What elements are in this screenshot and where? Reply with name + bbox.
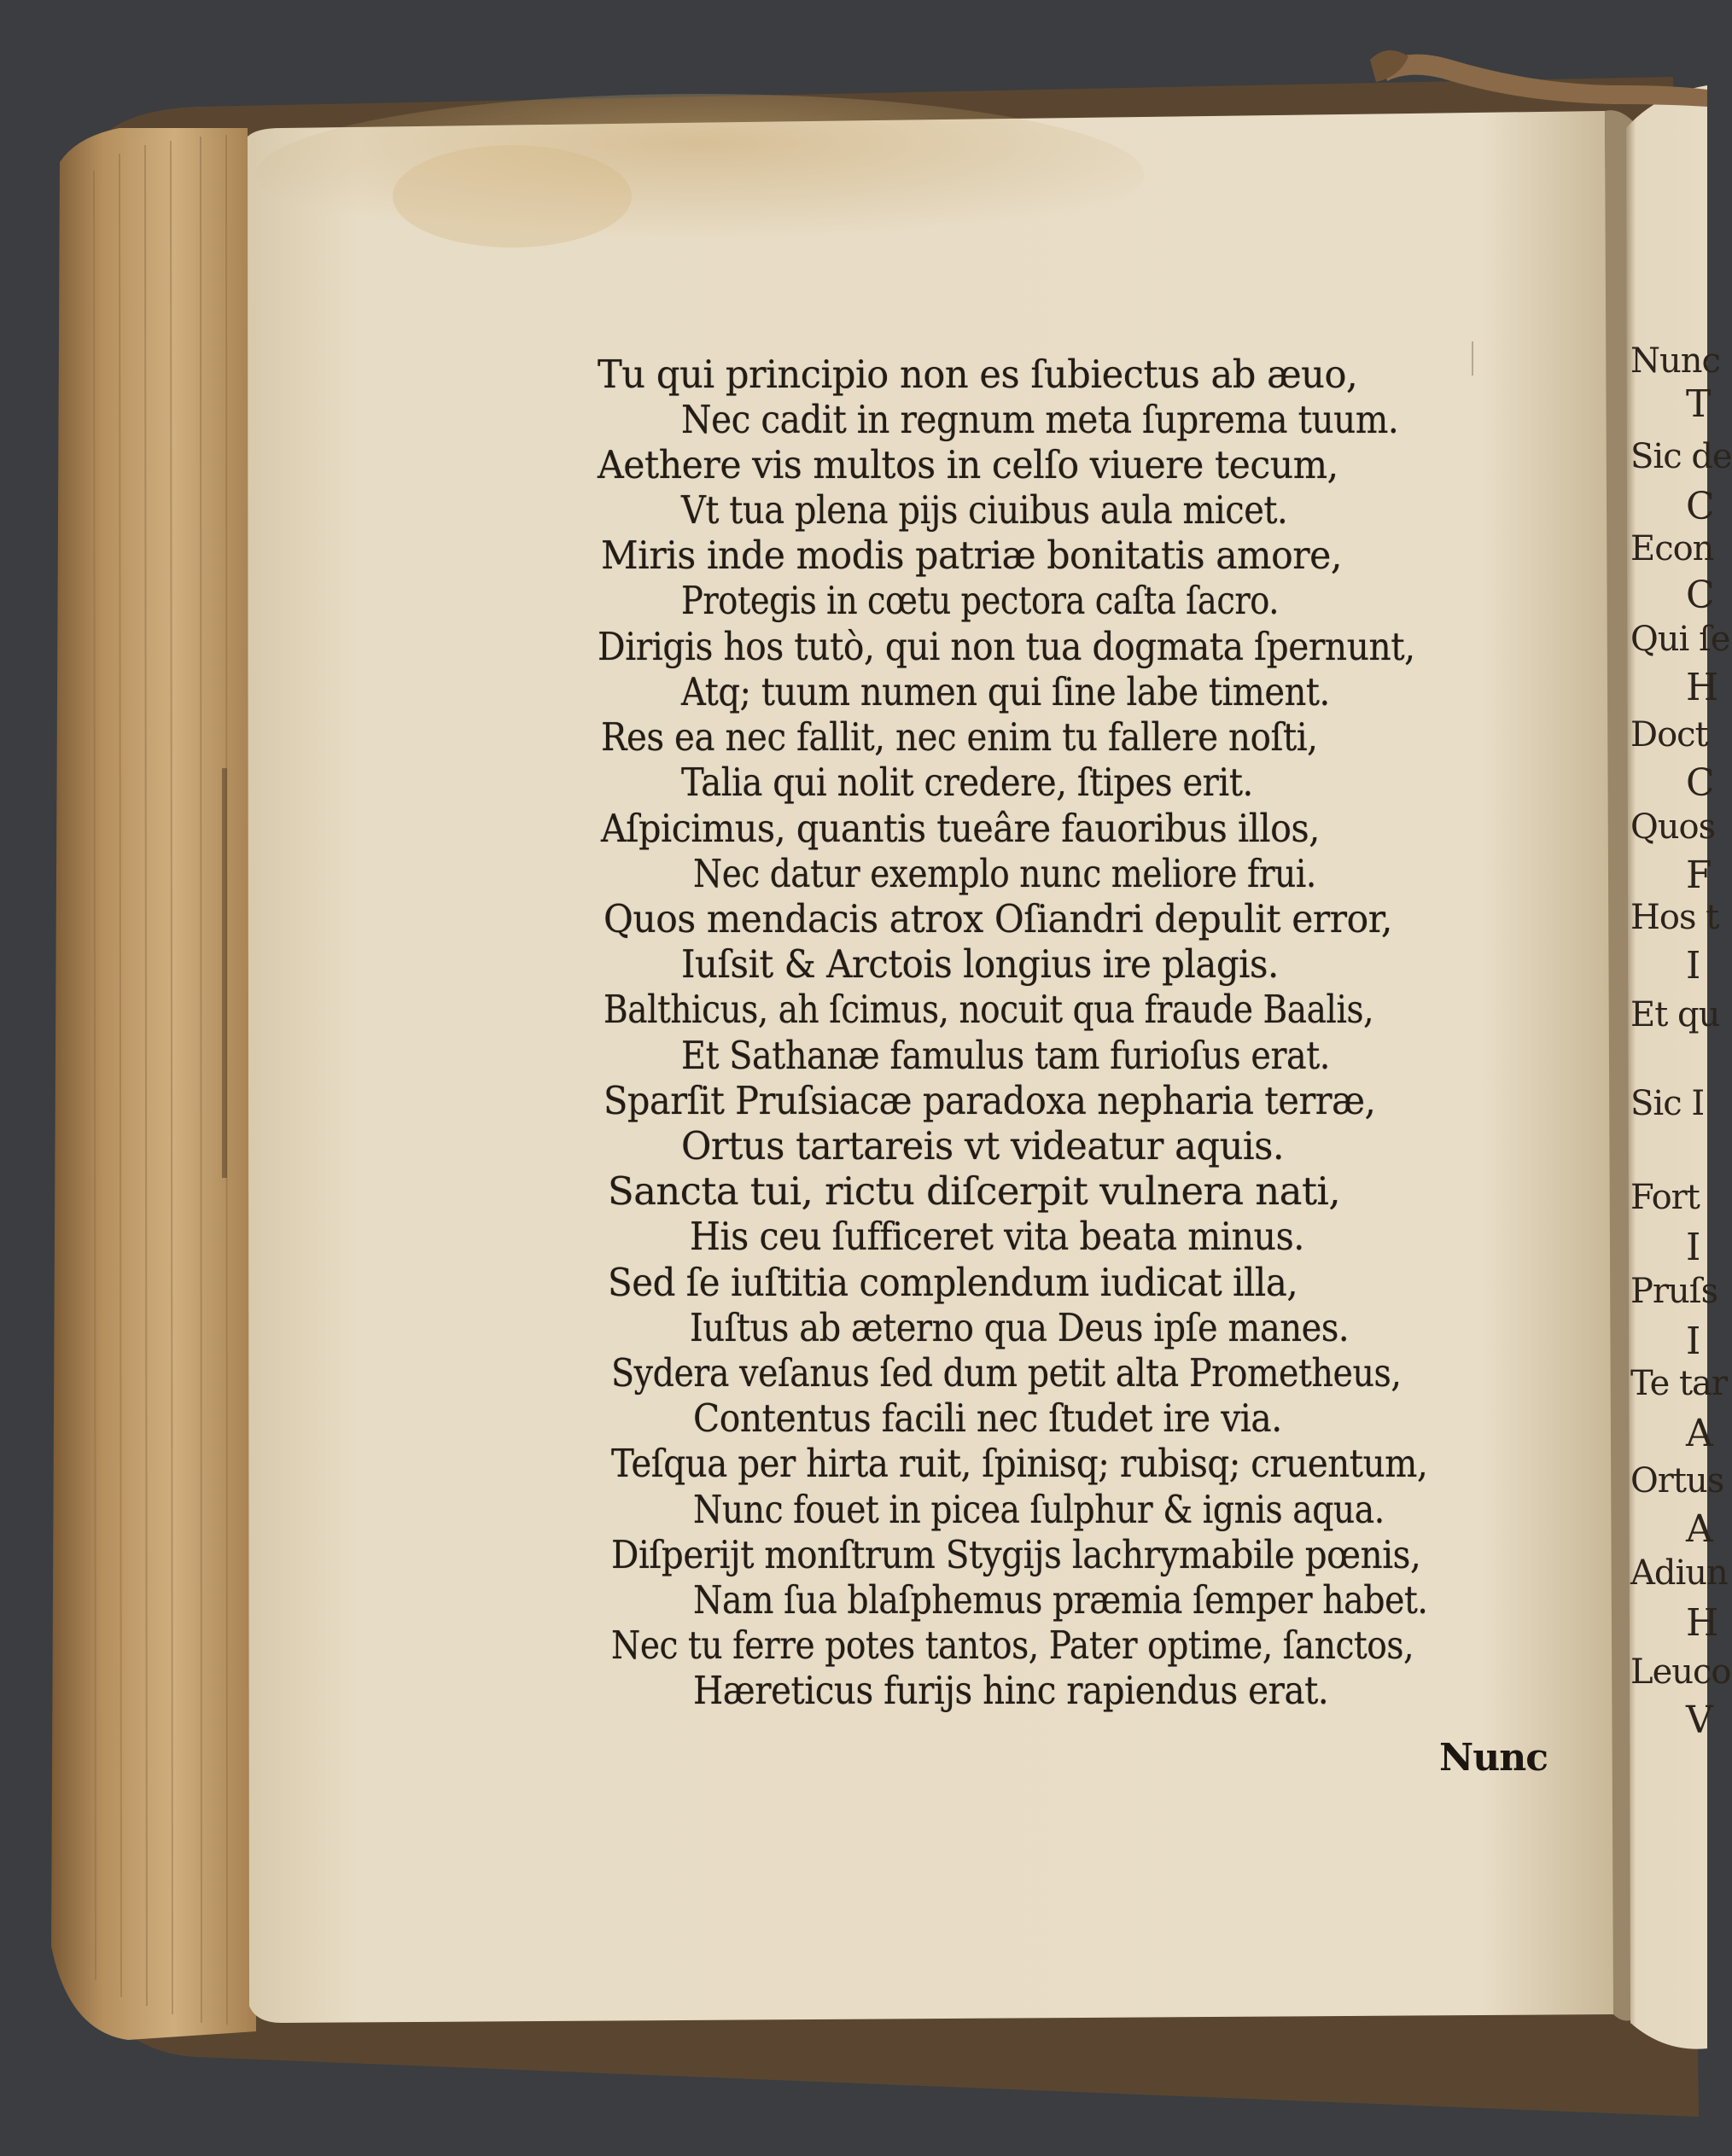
right-page-fragment: Te tar [1630,1364,1728,1403]
verse-line: Vt tua plena pijs ciuibus aula micet. [681,487,1288,533]
verse-line: Miris inde modis patriæ bonitatis amore, [601,533,1342,578]
right-page-fragment: Adiun [1630,1553,1728,1593]
right-page-fragment: Ortus [1630,1461,1724,1500]
ribbon-end [1370,50,1408,82]
verse-line: Nam ſua blaſphemus præmia ſemper habet. [693,1577,1428,1623]
right-page-fragment: Quos [1630,807,1716,847]
verse-line: Quos mendacis atrox Oſiandri depulit error, [604,896,1392,941]
water-stain [256,94,1144,256]
edge-shadow-mark [222,768,227,1178]
right-page-fragment: H [1686,666,1718,709]
right-page-fragment: V [1686,1699,1712,1742]
verse-line: Iuſsit & Arctois longius ire plagis. [681,941,1279,987]
right-page-fragment: Fort [1630,1178,1700,1217]
verse-line: Aſpicimus, quantis tueâre fauoribus illos, [601,806,1320,851]
verse-line: Iuſtus ab æterno qua Deus ipſe manes. [690,1305,1350,1350]
right-page-fragment: Leuco [1630,1652,1731,1692]
right-page-fragment: Hos t [1630,898,1719,937]
verse-line: Hæreticus furijs hinc rapiendus erat. [693,1668,1329,1713]
right-page-fragment: I [1686,1226,1700,1269]
verse-line: Sancta tui, rictu diſcerpit vulnera nati, [608,1168,1341,1214]
right-page-fragment: Econ [1630,529,1714,568]
verse-line: Tu qui principio non es ſubiectus ab æuo, [598,352,1358,397]
right-page-fragment: I [1686,1320,1700,1363]
water-stain-2 [393,145,632,248]
right-page-fragment: Pruſs [1630,1272,1718,1311]
right-page-fragment: C [1686,485,1714,528]
verse-line: His ceu ſufficeret vita beata minus. [690,1214,1304,1259]
verse-line: Nunc fouet in picea ſulphur & ignis aqua. [693,1487,1385,1532]
verse-line: Sydera veſanus ſed dum petit alta Prometheus, [611,1350,1402,1396]
verse-line: Sed ſe iuſtitia complendum iudicat illa, [608,1260,1298,1305]
right-page-fragment: Qui ſe [1630,620,1730,659]
right-page-fragment: C [1686,761,1714,805]
verse-line: Teſqua per hirta ruit, ſpinisq; rubisq; cruentum, [611,1441,1428,1486]
right-page-fragment: Sic de [1630,437,1732,476]
verse-line: Sparſit Pruſsiacæ paradoxa nepharia terræ, [604,1078,1376,1123]
verse-line: Balthicus, ah ſcimus, nocuit qua fraude Baalis, [604,987,1374,1032]
right-page-fragment: Doct [1630,715,1708,755]
verse-line: Nec tu ferre potes tantos, Pater optime, ſanctos, [611,1623,1414,1668]
verse-line: Talia qui nolit credere, ſtipes erit. [681,760,1253,805]
right-page-fragment: F [1686,854,1712,897]
verse-line: Contentus facili nec ſtudet ire via. [693,1396,1282,1441]
right-page-fragment: T [1686,382,1711,426]
catchword: Nunc [1439,1736,1548,1780]
right-page-fragment: Nunc [1630,341,1720,381]
verse-line: Atq; tuum numen qui ſine labe timent. [681,669,1330,714]
right-page-fragment: A [1686,1507,1712,1551]
right-page-fragment: I [1686,944,1700,988]
right-page-fragment: H [1686,1601,1718,1645]
right-page-fragment: A [1686,1412,1712,1455]
right-page-fragment: Sic I [1630,1084,1705,1123]
verse-line: Ortus tartareis vt videatur aquis. [681,1123,1285,1168]
verse-line: Nec cadit in regnum meta ſuprema tuum. [681,397,1399,442]
verse-line: Dirigis hos tutò, qui non tua dogmata ſpernunt, [598,624,1415,669]
right-page-fragment: C [1686,574,1714,617]
verse-line: Et Sathanæ famulus tam furioſus erat. [681,1033,1331,1078]
verse-line: Aethere vis multos in celſo viuere tecum, [598,442,1338,487]
verse-line: Protegis in cœtu pectora caſta ſacro. [681,578,1280,623]
verse-line: Res ea nec fallit, nec enim tu fallere noſti, [601,714,1318,760]
verse-line: Nec datur exemplo nunc meliore frui. [693,851,1316,896]
right-page-fragment: Et qu [1630,995,1720,1034]
verse-line: Diſperijt monſtrum Stygijs lachrymabile pœnis, [611,1532,1421,1577]
